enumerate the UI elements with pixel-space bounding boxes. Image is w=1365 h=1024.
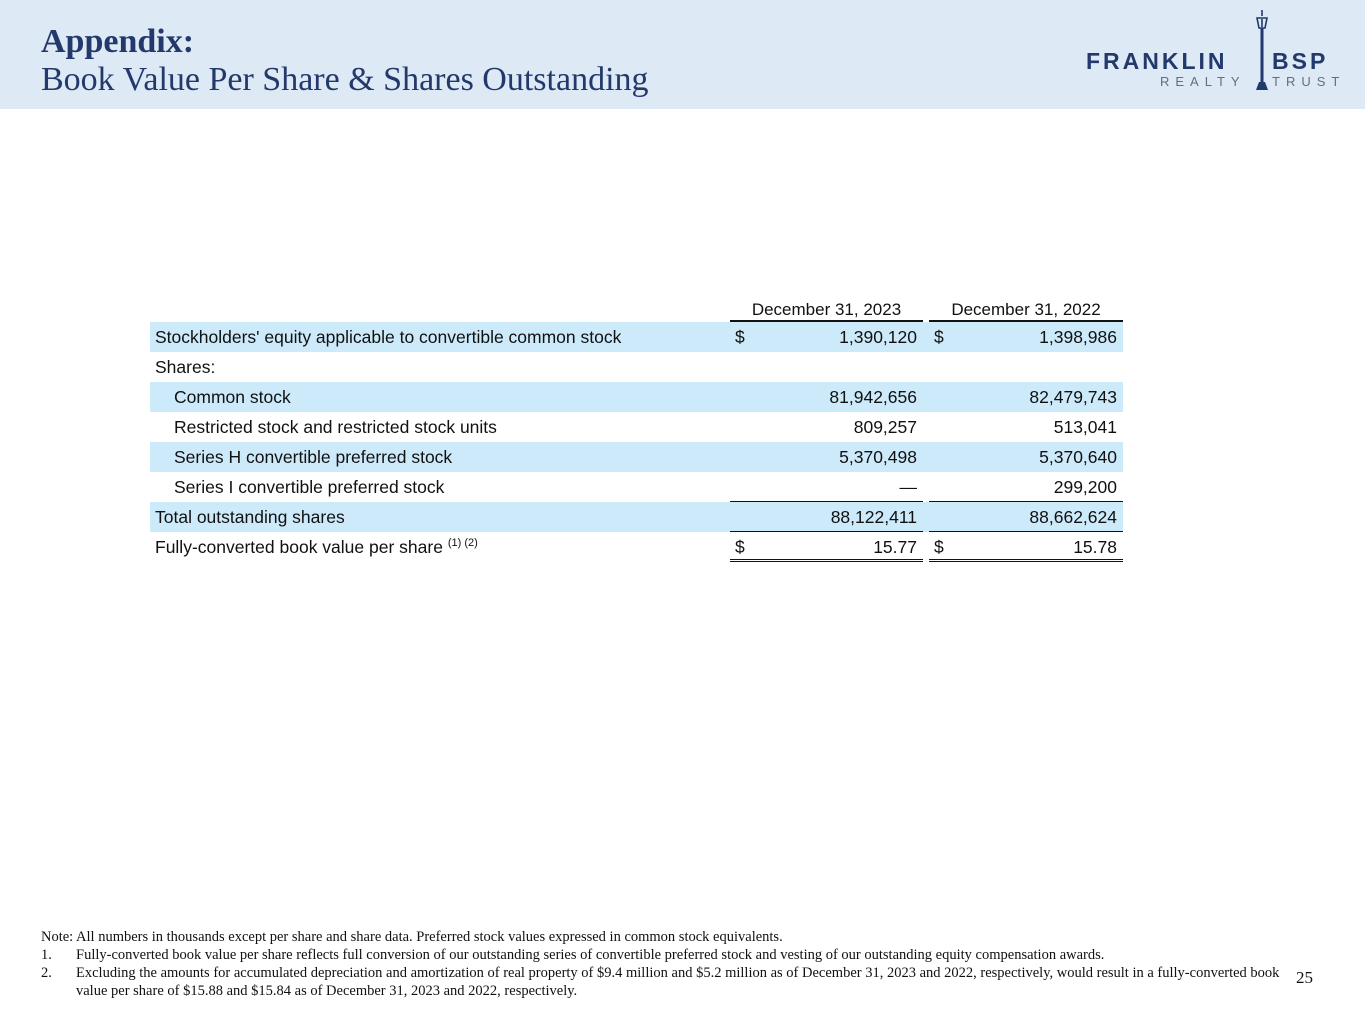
row-label-text: Fully-converted book value per share <box>155 537 443 557</box>
currency-symbol: $ <box>735 327 745 347</box>
row-label <box>155 532 478 562</box>
value-2022 <box>929 532 1123 562</box>
currency-symbol: $ <box>934 327 944 347</box>
currency-symbol: $ <box>735 537 745 557</box>
table-row <box>150 322 1123 352</box>
page-number: 25 <box>1296 968 1313 987</box>
table-header-row <box>150 292 1123 322</box>
value-2022: 88,662,624 <box>929 502 1123 532</box>
value-2023: — <box>730 472 923 502</box>
value-text: 1,398,986 <box>1039 327 1117 347</box>
table-row <box>150 382 1123 412</box>
logo-sub-right: TRUST <box>1272 74 1346 89</box>
value-2022: 513,041 <box>1053 417 1117 437</box>
row-label: Common stock <box>174 387 291 407</box>
page-subtitle: Book Value Per Share & Shares Outstanding <box>41 61 649 98</box>
value-2022: 5,370,640 <box>1039 447 1117 467</box>
column-header-2023: December 31, 2023 <box>730 300 923 322</box>
table-row <box>150 442 1123 472</box>
logo-sub-left: REALTY <box>1160 74 1246 89</box>
logo-name-left: FRANKLIN <box>1086 48 1228 74</box>
page-title: Appendix: <box>41 23 195 60</box>
note-text: Note: All numbers in thousands except per share and share data. Preferred stock values expressed in common stock equivalents. <box>41 929 783 945</box>
value-text: 15.77 <box>873 537 917 557</box>
value-2023: 88,122,411 <box>730 502 923 532</box>
table-row <box>150 502 1123 532</box>
value-2023: 5,370,498 <box>839 447 917 467</box>
footnote-number: 2. <box>41 965 52 981</box>
row-label: Restricted stock and restricted stock units <box>174 417 497 437</box>
value-2023: 81,942,656 <box>829 387 917 407</box>
logo-name-right: BSP <box>1272 48 1329 74</box>
book-value-table <box>150 292 1123 562</box>
footnote-item <box>41 946 1281 964</box>
value-2023 <box>730 532 923 562</box>
value-text: 15.78 <box>1073 537 1117 557</box>
row-label: Shares: <box>155 357 216 377</box>
table-row <box>150 412 1123 442</box>
footnote-text: Excluding the amounts for accumulated depreciation and amortization of real property of $9.4 million and $5.2 million as of December 31, 2023 and 2022, respectively, would result in a fully-converted book value per share of $15.88 and $15.84 as of December 31, 2023 and 2022, respectively. <box>76 965 1280 999</box>
row-label: Series H convertible preferred stock <box>174 447 453 467</box>
table-row <box>150 352 1123 382</box>
row-label: Stockholders' equity applicable to convertible common stock <box>155 327 622 347</box>
value-2022: 82,479,743 <box>1029 387 1117 407</box>
company-logo <box>1080 10 1355 94</box>
value-2023 <box>730 322 923 352</box>
value-2022: 299,200 <box>929 472 1123 502</box>
row-label: Total outstanding shares <box>155 507 345 527</box>
footnote-number: 1. <box>41 947 52 963</box>
footnote-item <box>41 964 1281 1000</box>
value-text: 1,390,120 <box>839 327 917 347</box>
currency-symbol: $ <box>934 537 944 557</box>
footnotes <box>41 928 1281 1000</box>
value-2022 <box>929 322 1123 352</box>
table-row <box>150 472 1123 502</box>
column-header-2022: December 31, 2022 <box>929 300 1123 322</box>
table-row <box>150 532 1123 562</box>
row-label: Series I convertible preferred stock <box>174 477 445 497</box>
footnote-text: Fully-converted book value per share reflects full conversion of our outstanding series of convertible preferred stock and vesting of our outstanding equity compensation awards. <box>76 947 1105 963</box>
slide-header <box>0 0 1365 109</box>
lamp-post-icon <box>1252 10 1272 90</box>
footnote-reference: (1) (2) <box>447 537 478 549</box>
value-2023: 809,257 <box>853 417 917 437</box>
